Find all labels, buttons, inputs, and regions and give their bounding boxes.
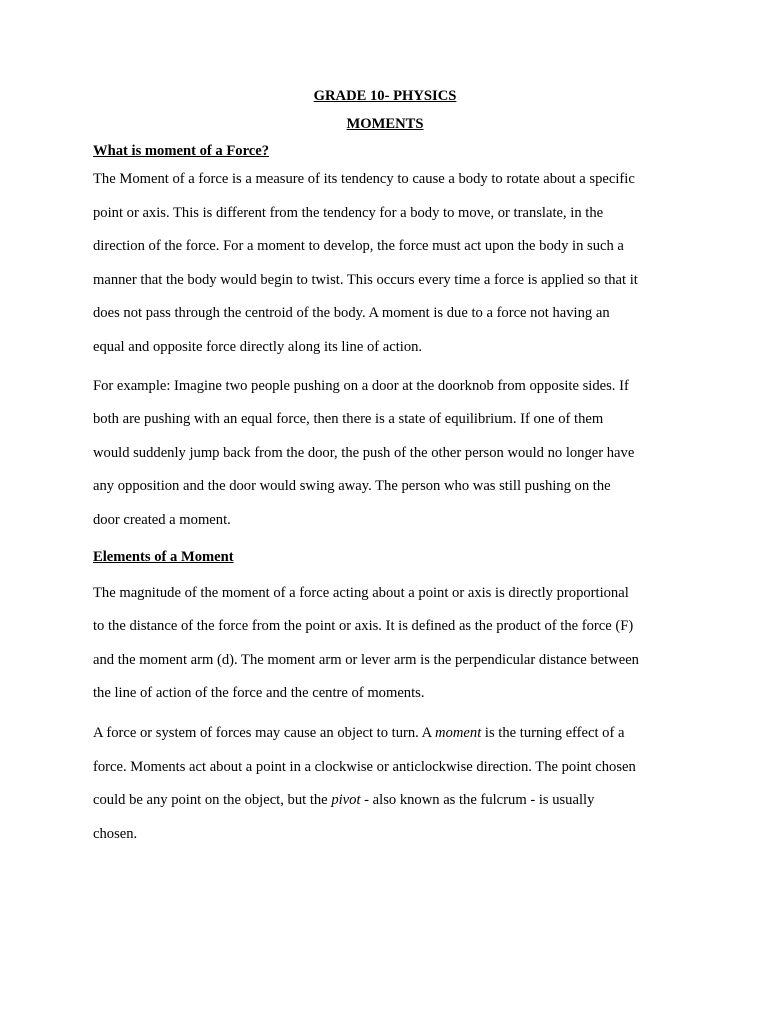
paragraph-line: manner that the body would begin to twist. This occurs every time a force is applied so that it <box>93 271 638 288</box>
paragraph-line: The magnitude of the moment of a force acting about a point or axis is directly proportional <box>93 584 629 601</box>
paragraph-line <box>93 717 677 751</box>
paragraph-line: The Moment of a force is a measure of its tendency to cause a body to rotate about a specific <box>93 171 635 187</box>
paragraph-line: does not pass through the centroid of the body. A moment is due to a force not having an <box>93 305 610 322</box>
text-run: could be any point on the object, but the <box>93 792 332 809</box>
paragraph-magnitude <box>93 577 677 711</box>
paragraph-line: equal and opposite force directly along its line of action. <box>93 338 423 355</box>
text-run: A force or system of forces may cause an object to turn. A <box>93 724 436 741</box>
paragraph-line: the line of action of the force and the centre of moments. <box>93 685 425 702</box>
paragraph-line: direction of the force. For a moment to develop, the force must act upon the body in such a <box>93 238 624 255</box>
paragraph-line: For example: Imagine two people pushing on a door at the doorknob from opposite sides. If <box>93 377 629 394</box>
paragraph-line: and the moment arm (d). The moment arm or lever arm is the perpendicular distance between <box>93 651 639 668</box>
section-heading-elements-of-moment: Elements of a Moment <box>93 548 234 565</box>
paragraph-line: would suddenly jump back from the door, the push of the other person would no longer have <box>93 444 635 461</box>
text-run: is the turning effect of a <box>481 724 625 741</box>
document-body <box>93 86 677 851</box>
italic-term-pivot: pivot <box>331 792 361 809</box>
paragraph-definition <box>93 163 677 365</box>
document-subtitle: MOMENTS <box>346 116 424 132</box>
paragraph-line: door created a moment. <box>93 511 231 528</box>
paragraph-turning-effect <box>93 717 677 851</box>
paragraph-line: to the distance of the force from the point or axis. It is defined as the product of the force (F) <box>93 618 634 635</box>
paragraph-line: chosen. <box>93 825 138 842</box>
paragraph-line <box>93 784 677 818</box>
paragraph-line: force. Moments act about a point in a clockwise or anticlockwise direction. The point chosen <box>93 758 636 775</box>
paragraph-example <box>93 370 677 538</box>
italic-term-moment: moment <box>435 724 482 741</box>
paragraph-line: both are pushing with an equal force, then there is a state of equilibrium. If one of them <box>93 411 604 428</box>
text-run: - also known as the fulcrum - is usually <box>360 792 595 809</box>
paragraph-line: point or axis. This is different from the tendency for a body to move, or translate, in the <box>93 204 604 221</box>
section-heading-moment-of-force: What is moment of a Force? <box>93 143 270 159</box>
paragraph-line: any opposition and the door would swing away. The person who was still pushing on the <box>93 478 611 495</box>
document-title: GRADE 10- PHYSICS <box>313 88 457 104</box>
